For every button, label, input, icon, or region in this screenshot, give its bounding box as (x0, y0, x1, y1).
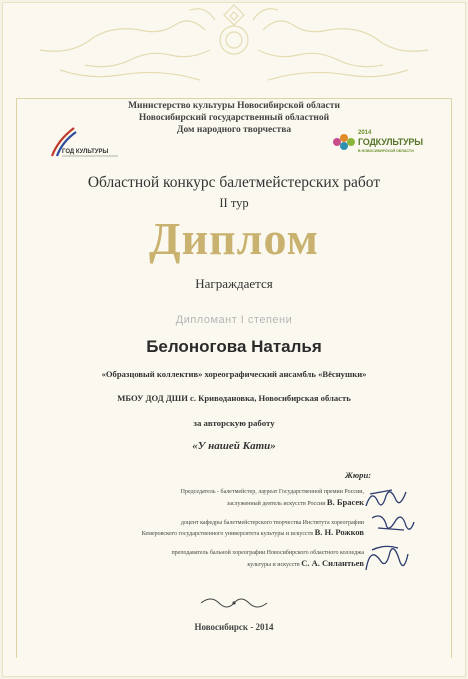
jury-member-title: заслуженный деятель искусств России (226, 501, 326, 507)
signature-1 (362, 482, 412, 512)
recipient-name: Белоногова Наталья (146, 337, 322, 356)
contest-title: Областной конкурс балетмейстерских работ (87, 174, 381, 191)
for-work-label: за авторскую работу (193, 418, 275, 428)
diploma-title: Диплом (149, 213, 319, 264)
logo-right-title: ГОДКУЛЬТУРЫ (358, 137, 423, 147)
frame-rule-top (16, 98, 452, 99)
jury-member-name: В. Брасек (326, 497, 364, 507)
jury-member-title: доцент кафедры балетмейстерского творчества Института хореографии (180, 520, 364, 526)
ministry-line: Новосибирский государственный областной (138, 113, 330, 123)
logo-left-text: ГОД КУЛЬТУРЫ (62, 149, 109, 155)
ensemble-name: «Образцовый коллектив» хореографический ансамбль «Вёснушки» (101, 369, 367, 379)
jury-member-title: преподаватель бальной хореографии Новосибирского областного колледжа (171, 550, 364, 556)
jury-member-title: культуры и искусств (247, 562, 300, 568)
ornament-band (0, 0, 468, 100)
jury-member-name: С. А. Силантьев (301, 558, 364, 568)
work-title: «У нашей Кати» (192, 440, 276, 452)
jury-member-row (92, 559, 364, 569)
jury-member-row (92, 498, 364, 508)
logo-right-year: 2014 (358, 130, 372, 136)
logo-right-subtitle: В НОВОСИБИРСКОЙ ОБЛАСТИ (358, 149, 414, 153)
jury-label: Жюри: (345, 470, 372, 480)
jury-member-title: Председатель - балетмейстер, лауреат Государственной премии России, (180, 489, 364, 495)
jury-member-name: В. Н. Рожков (314, 527, 364, 537)
ministry-line: Дом народного творчества (176, 125, 292, 135)
swirl-ornament (199, 595, 269, 611)
signature-2 (368, 510, 416, 538)
round-label: II тур (219, 196, 249, 210)
school-name: МБОУ ДОД ДШИ с. Криводановка, Новосибирская область (117, 393, 351, 403)
signature-3 (360, 540, 412, 576)
jury-member-row (52, 528, 364, 538)
awarded-label: Награждается (195, 276, 273, 291)
ministry-line: Министерство культуры Новосибирской области (128, 101, 340, 111)
degree-label: Дипломант I степени (175, 314, 293, 326)
jury-member-title: Кемеровского государственного университета культуры и искусств (141, 531, 314, 537)
city-year: Новосибирск - 2014 (194, 622, 274, 632)
